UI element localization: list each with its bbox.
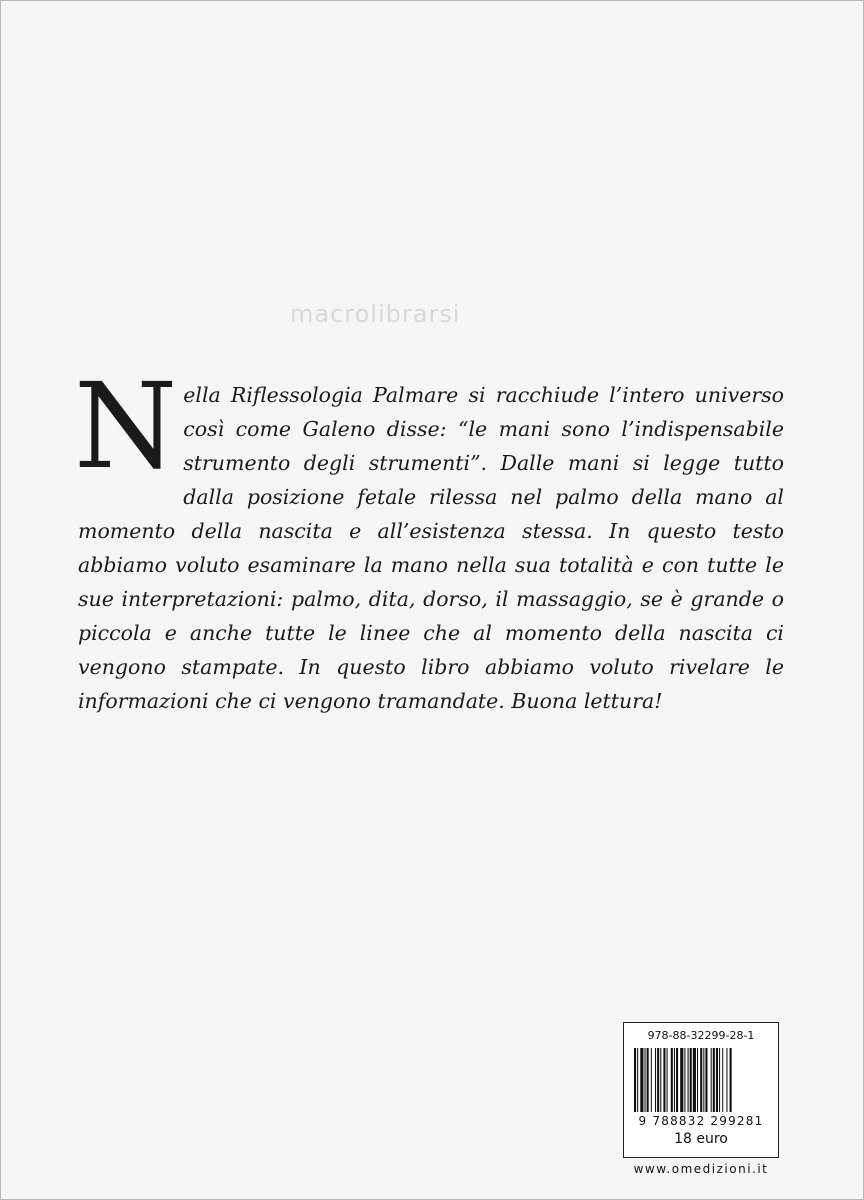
watermark: macrolibrarsi <box>290 300 461 328</box>
barcode-number: 9 788832 299281 <box>638 1114 764 1128</box>
drop-cap: N <box>74 357 178 495</box>
barcode-image <box>632 1048 772 1114</box>
blurb-text: ella Riflessologia Palmare si racchiude l’intero universo così come Galeno disse: “le mani sono l’indispensabile strumento degli strumenti”. Dalle mani si legge tutto dalla posizione fetale rilessa nel palmo della mano al momento della nascita e all’esistenza stessa. In questo testo abbiamo voluto esaminare la mano nella sua totalità e con tutte le sue interpretazioni: palmo, dita, dorso, il massaggio, se è grande o piccola e anche tutte le linee che al momento della nascita ci vengono stampate. In questo libro abbiamo voluto rivelare le informazioni che ci vengono tramandate. Buona lettura! <box>78 383 784 713</box>
isbn-label: 978-88-32299-28-1 <box>647 1029 755 1042</box>
price: 18 euro <box>674 1131 728 1147</box>
back-cover-blurb <box>74 357 784 718</box>
barcode-box <box>623 1022 779 1158</box>
publisher-website: www.omedizioni.it <box>633 1162 769 1176</box>
